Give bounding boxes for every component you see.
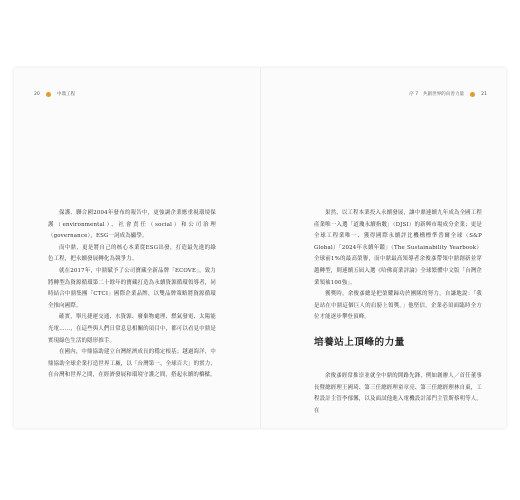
paragraph: 保護、聯合國2004年發布的報告中，更強調企業應重視環境保護（environmental）、社會責任（social）和公司治理（governance），ESG一詞成為顯學。 [48, 210, 216, 240]
right-body-text [314, 208, 482, 324]
right-lower-body-text [314, 371, 482, 417]
right-running-head-title: 序 7 共創世界的向善力量 [409, 92, 465, 97]
right-page [261, 68, 507, 428]
paragraph: 獲獎時，余俊彥總是把榮耀歸功於團隊的努力，自謙地說：「我是站在中鼎這個巨人的肩膀上領獎。」他堅信，企業必須面臨時全方位才能逐步攀登頂峰。 [314, 291, 482, 321]
left-running-head-title: 中鼎工程 [56, 92, 76, 97]
right-running-head [409, 89, 487, 99]
left-running-head [34, 89, 75, 99]
paragraph: 確實，舉凡捷運交通、水資源、廢棄物處理、燃氣發電、太陽能光電……，在這些與人們日常息息相關的項目中，都可以看見中鼎是實現綠色生活的隱形推手。 [48, 314, 216, 344]
paragraph: 在國內，中鼎協助建立台灣經濟成長的穩定根基；越過海洋，中鼎協助全球企業打造世界工廠，以「台灣第一、全球百大」的實力，在台灣和世界之間，在經濟發展和環境守護之間，搭起永續的橋樑。 [48, 349, 216, 379]
left-body-text [48, 208, 216, 382]
paragraph: 余俊彥經常推崇並就全中鼎的開路先鋒，例如創辦人／首任董事長暨總經理王國琦、第三任總經理童章亮、第三任總經理林自東，工程設計主管李郁馨，以及面試他進入電機設計部門主管斯蔡明等人。在 [314, 373, 482, 414]
paragraph: 果然，以工程本業投入永續發展，讓中鼎連續九年成為全國工程產業唯一入選「道瓊永續指數」（DJSI）的新興市場成分企業；更是全球工程業唯一、獲得國際永續評比機構標準普爾全球（S&P Global）「2024年永續年鑑」（The Sustainability Yearbook）全球前1%的最高榮譽，而中鼎最高領導者余俊彥帶領中鼎創新並穿越轉型，則連續五屆入選《哈佛商業評論》全球繁體中文版「台灣企業領袖100強」。 [314, 210, 482, 286]
section-heading: 培養站上頂峰的力量 [314, 337, 405, 348]
paragraph: 而中鼎，更是將自己的核心本業從ESG出發，打造最先進的綠色工程，把永續發展轉化為競爭力。 [48, 244, 216, 263]
paragraph: 就在2017年，中鼎賦予了公司寶藏全新品牌「ECOVE」，致力將轉型為資源循環第二十餘年的寶藏打造為永續資源循環領導者，同時結合中鼎集團「CTCI」國際企業品牌，以雙品牌策略將資源循環全推向國際。 [48, 267, 216, 309]
accent-dot-icon [46, 92, 51, 97]
left-page-number: 20 [34, 91, 40, 97]
accent-dot-icon [470, 92, 475, 97]
right-page-number: 21 [481, 91, 487, 97]
book-spread [14, 68, 506, 428]
left-page [14, 68, 260, 428]
